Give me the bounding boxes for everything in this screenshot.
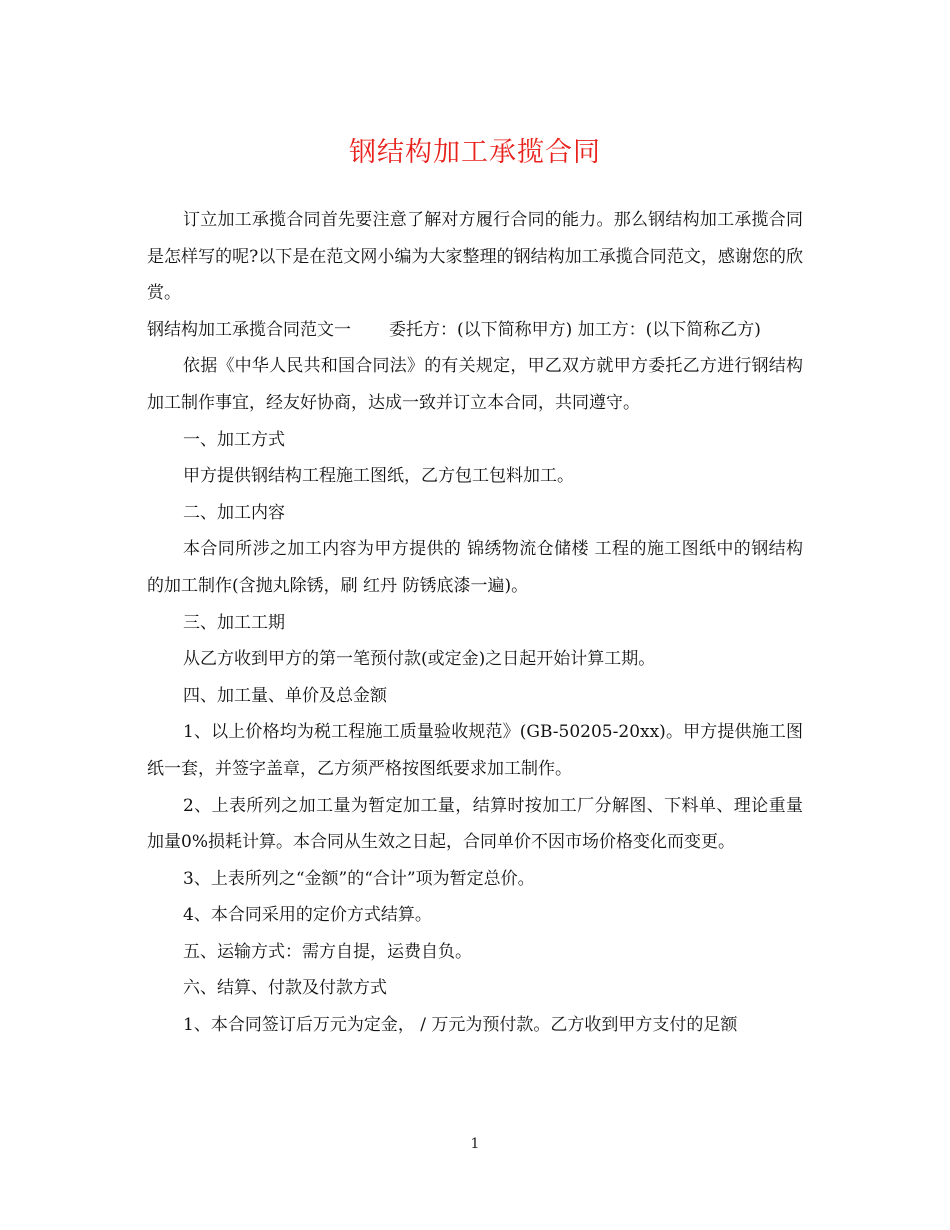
section-3-text: 从乙方收到甲方的第一笔预付款(或定金)之日起开始计算工期。 [183,649,656,670]
parties-line [147,312,803,349]
document-title: 钢结构加工承揽合同 [349,137,601,168]
section-4-item-2: 2、上表所列之加工量为暂定加工量，结算时按加工厂分解图、下料单、理论重量加量0%损耗计算。本合同从生效之日起，合同单价不因市场价格变化而变更。 [147,795,803,853]
section-4-heading: 四、加工量、单价及总金额 [183,685,387,706]
section-4-item-1: 1、以上价格均为税工程施工质量验收规范》(GB-50205-20xx)。甲方提供施工图纸一套，并签字盖章，乙方须严格按图纸要求加工制作。 [147,722,803,779]
page-number: 1 [470,1136,480,1152]
basis-paragraph: 依据《中华人民共和国合同法》的有关规定，甲乙双方就甲方委托乙方进行钢结构加工制作事宜，经友好协商，达成一致并订立本合同，共同遵守。 [147,356,803,413]
section-1-text: 甲方提供钢结构工程施工图纸，乙方包工包料加工。 [183,466,574,487]
intro-paragraph: 订立加工承揽合同首先要注意了解对方履行合同的能力。那么钢结构加工承揽合同是怎样写的呢?以下是在范文网小编为大家整理的钢结构加工承揽合同范文，感谢您的欣赏。 [147,210,803,304]
sample-heading: 钢结构加工承揽合同范文一 [147,319,351,340]
section-5-heading: 五、运输方式：需方自提，运费自负。 [183,941,472,962]
parties-text: 委托方：(以下简称甲方) 加工方：(以下简称乙方) [389,319,761,340]
section-4-item-4: 4、本合同采用的定价方式结算。 [183,905,432,926]
section-2-heading: 二、加工内容 [183,502,285,523]
section-2-text: 本合同所涉之加工内容为甲方提供的 锦绣物流仓储楼 工程的施工图纸中的钢结构的加工制作(含抛丸除锈，刷 红丹 防锈底漆一遍)。 [147,539,803,596]
document-body [147,202,803,1044]
section-6-item-1: 1、本合同签订后万元为定金， / 万元为预付款。乙方收到甲方支付的足额 [183,1015,738,1036]
section-4-item-3: 3、上表所列之“金额”的“合计”项为暂定总价。 [183,868,535,889]
section-6-heading: 六、结算、付款及付款方式 [183,978,387,999]
section-1-heading: 一、加工方式 [183,429,285,450]
section-3-heading: 三、加工工期 [183,612,285,633]
